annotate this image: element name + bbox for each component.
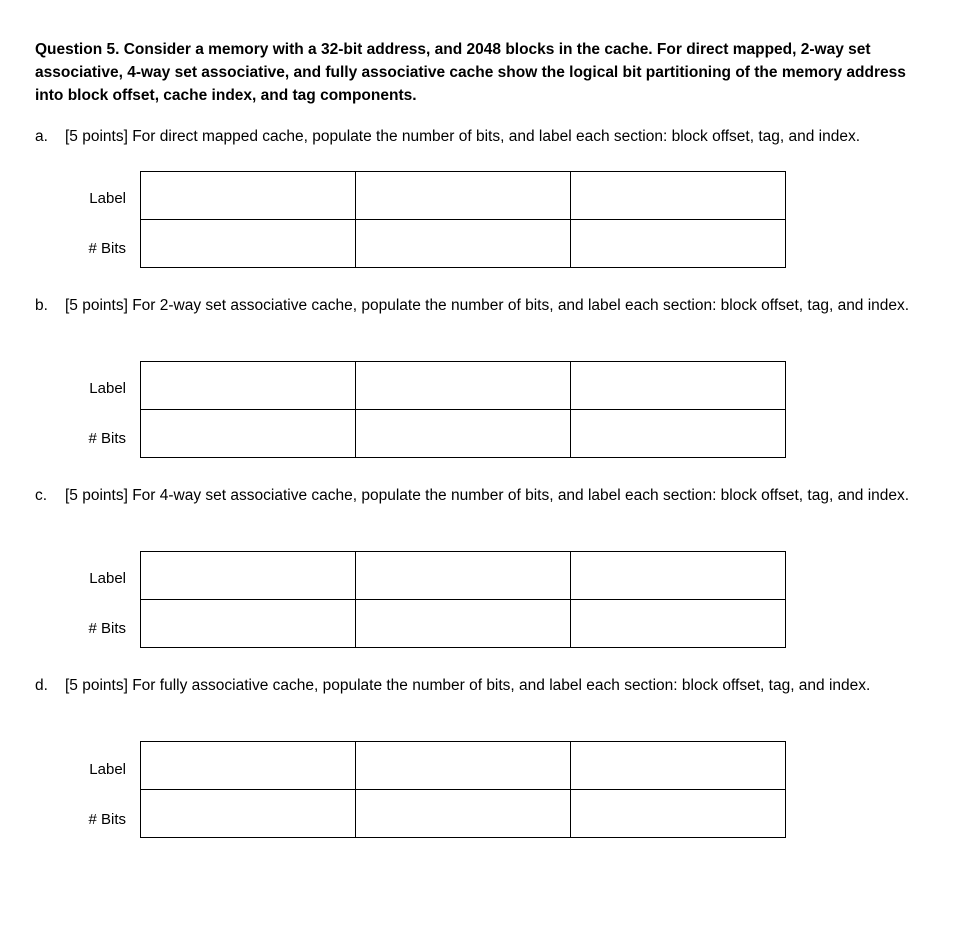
bits-cell-1[interactable] <box>141 790 356 838</box>
part-c-prompt <box>35 485 940 507</box>
part-b-bits-row-label: # Bits <box>88 430 126 447</box>
label-row <box>141 552 786 600</box>
label-cell-1[interactable] <box>141 362 356 410</box>
part-b-text: [5 points] For 2-way set associative cache, populate the number of bits, and label each section: block offset, tag, and index. <box>65 297 910 314</box>
part-a-answer-table <box>140 171 786 268</box>
bits-cell-2[interactable] <box>356 410 571 458</box>
part-b-label-row-label: Label <box>89 380 126 397</box>
bits-cell-1[interactable] <box>141 410 356 458</box>
part-c-answer-table <box>140 551 786 648</box>
label-row <box>141 742 786 790</box>
label-cell-2[interactable] <box>356 172 571 220</box>
label-cell-1[interactable] <box>141 552 356 600</box>
bits-cell-2[interactable] <box>356 600 571 648</box>
question-heading: Question 5. Consider a memory with a 32-bit address, and 2048 blocks in the cache. For direct mapped, 2-way set associative, 4-way set associative, and fully associative cache show the logical bit partitioning of the memory address into block offset, cache index, and tag components. <box>35 41 906 104</box>
part-a-letter: a. <box>35 128 48 145</box>
part-a-label-row-label: Label <box>89 190 126 207</box>
bits-cell-3[interactable] <box>571 410 786 458</box>
label-row <box>141 172 786 220</box>
part-b-letter: b. <box>35 297 48 314</box>
bits-row <box>141 220 786 268</box>
bits-row <box>141 790 786 838</box>
part-d-text: [5 points] For fully associative cache, populate the number of bits, and label each section: block offset, tag, and index. <box>65 677 871 694</box>
label-cell-3[interactable] <box>571 172 786 220</box>
bits-cell-1[interactable] <box>141 220 356 268</box>
part-d-answer-table <box>140 741 786 838</box>
part-a-text: [5 points] For direct mapped cache, populate the number of bits, and label each section: block offset, tag, and index. <box>65 128 861 145</box>
part-c-bits-row-label: # Bits <box>88 620 126 637</box>
part-d-bits-row-label: # Bits <box>88 811 126 828</box>
part-c-letter: c. <box>35 487 48 504</box>
part-a-bits-row-label: # Bits <box>88 240 126 257</box>
label-cell-3[interactable] <box>571 362 786 410</box>
part-d-label-row-label: Label <box>89 761 126 778</box>
part-b-answer-table <box>140 361 786 458</box>
part-d-prompt <box>35 675 940 697</box>
label-cell-3[interactable] <box>571 552 786 600</box>
part-a-prompt <box>35 126 940 148</box>
label-cell-2[interactable] <box>356 362 571 410</box>
part-b-prompt <box>35 295 940 317</box>
bits-cell-1[interactable] <box>141 600 356 648</box>
part-c-text: [5 points] For 4-way set associative cache, populate the number of bits, and label each section: block offset, tag, and index. <box>65 487 910 504</box>
label-cell-2[interactable] <box>356 742 571 790</box>
label-cell-3[interactable] <box>571 742 786 790</box>
bits-cell-2[interactable] <box>356 790 571 838</box>
bits-row <box>141 600 786 648</box>
part-d-letter: d. <box>35 677 48 694</box>
part-c-label-row-label: Label <box>89 570 126 587</box>
bits-cell-3[interactable] <box>571 220 786 268</box>
label-cell-1[interactable] <box>141 172 356 220</box>
label-row <box>141 362 786 410</box>
label-cell-1[interactable] <box>141 742 356 790</box>
bits-row <box>141 410 786 458</box>
bits-cell-2[interactable] <box>356 220 571 268</box>
label-cell-2[interactable] <box>356 552 571 600</box>
bits-cell-3[interactable] <box>571 600 786 648</box>
bits-cell-3[interactable] <box>571 790 786 838</box>
